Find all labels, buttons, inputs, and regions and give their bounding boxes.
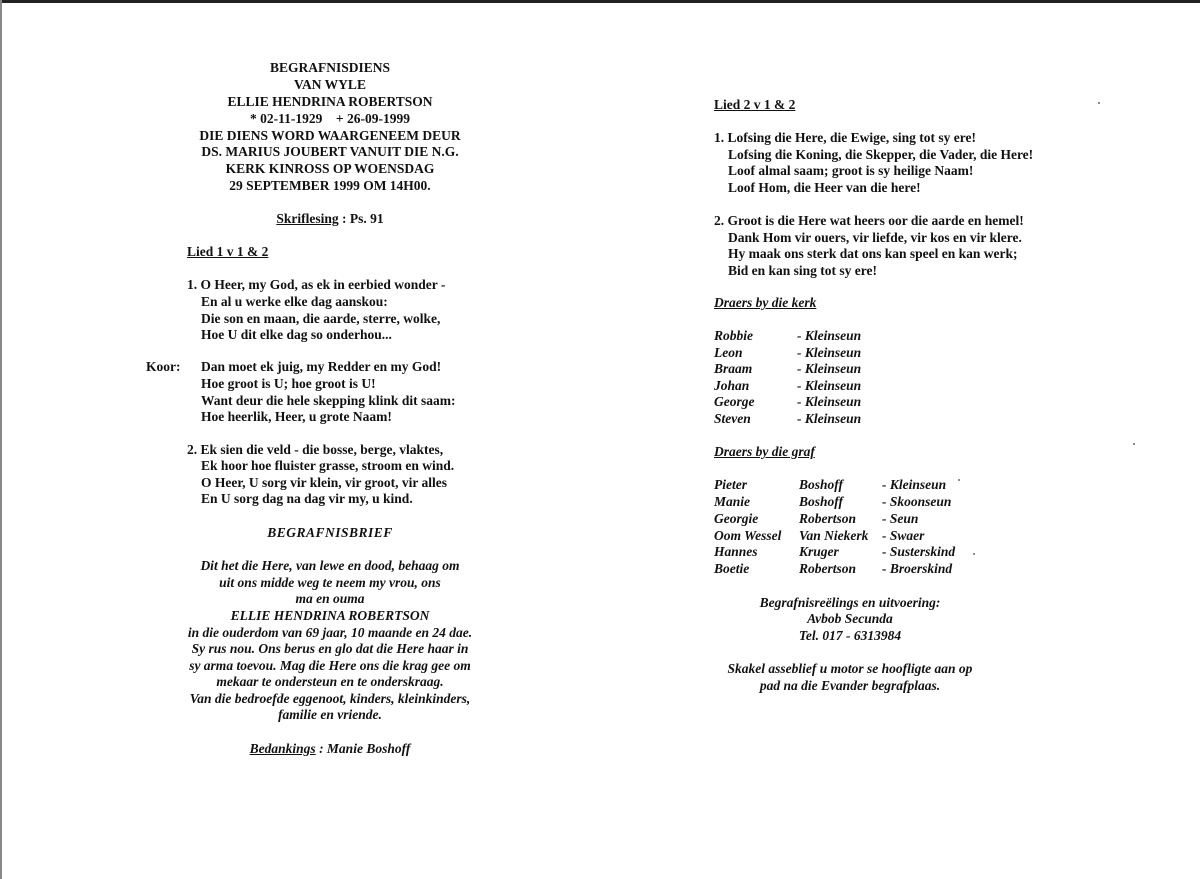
hymn-1-verse-line: 1. O Heer, my God, as ek in eerbied wonder - [187, 277, 446, 292]
hymn-2-verse2-line: Hy maak ons sterk dat ons kan speel en kan werk; [728, 246, 1018, 261]
grave-bearer-role: - Broerskind [882, 561, 953, 576]
bearer-role: - Kleinseun [797, 378, 862, 393]
hymn-2-verse-line: 1. Lofsing die Here, die Ewige, sing tot sy ere! [714, 130, 976, 145]
notice-line: pad na die Evander begrafplaas. [759, 678, 941, 693]
header-line: KERK KINROSS OP WOENSDAG [225, 161, 435, 176]
grave-bearer-last: Van Niekerk [799, 528, 869, 543]
chorus-line: Hoe heerlik, Heer, u grote Naam! [201, 409, 392, 424]
scan-speck [958, 479, 960, 481]
chorus-label: Koor: [146, 359, 181, 374]
grave-bearer-role: - Seun [882, 511, 919, 526]
thanks-label: Bedankings [249, 741, 316, 756]
grave-bearer-role: - Kleinseun [882, 477, 947, 492]
header-line: BEGRAFNISDIENS [269, 60, 391, 75]
header-line: ELLIE HENDRINA ROBERTSON [227, 94, 433, 109]
grave-bearer-first: Pieter [714, 477, 747, 492]
scripture-label: Skriflesing [276, 211, 339, 226]
grave-bearer-first: Oom Wessel [714, 528, 782, 543]
scan-speck [973, 553, 975, 555]
grave-bearer-last: Boshoff [799, 494, 844, 509]
grave-bearer-last: Robertson [799, 511, 857, 526]
letter-line: Dit het die Here, van lewe en dood, behaag om [200, 558, 460, 573]
bearer-name: Steven [714, 411, 751, 426]
bearer-name: Johan [714, 378, 750, 393]
letter-line: mekaar te ondersteun en te onderskraag. [216, 674, 444, 689]
letter-line: Sy rus nou. Ons berus en glo dat die Here haar in [191, 641, 469, 656]
grave-bearer-last: Robertson [799, 561, 857, 576]
chorus-line: Dan moet ek juig, my Redder en my God! [201, 359, 442, 374]
hymn-1-title: Lied 1 v 1 & 2 [187, 244, 269, 259]
bearer-role: - Kleinseun [797, 411, 862, 426]
arrangements-line: Avbob Secunda [807, 611, 893, 626]
bearer-role: - Kleinseun [797, 345, 862, 360]
grave-bearer-role: - Swaer [882, 528, 925, 543]
hymn-1-verse2-line: En U sorg dag na dag vir my, u kind. [201, 491, 413, 506]
letter-line: uit ons midde weg te neem my vrou, ons [219, 575, 441, 590]
hymn-2-verse-line: Loof almal saam; groot is sy heilige Naam! [728, 163, 974, 178]
hymn-1-verse-line: En al u werke elke dag aanskou: [201, 294, 388, 309]
hymn-1-verse-line: Hoe U dit elke dag so onderhou... [201, 327, 392, 342]
hymn-1-verse-line: Die son en maan, die aarde, sterre, wolke, [201, 311, 441, 326]
hymn-1-verse2-line: 2. Ek sien die veld - die bosse, berge, vlaktes, [187, 442, 444, 457]
grave-bearer-role: - Skoonseun [882, 494, 952, 509]
hymn-2-verse2-line: Bid en kan sing tot sy ere! [728, 263, 878, 278]
letter-name: ELLIE HENDRINA ROBERTSON [230, 608, 430, 623]
bearer-role: - Kleinseun [797, 361, 862, 376]
hymn-1-verse2-line: Ek hoor hoe fluister grasse, stroom en wind. [201, 458, 455, 473]
scan-speck [1098, 102, 1100, 104]
bearer-name: Robbie [714, 328, 753, 343]
header-line: DIE DIENS WORD WAARGENEEM DEUR [199, 128, 461, 143]
notice-line: Skakel asseblief u motor se hoofligte aan op [727, 661, 973, 676]
funeral-letter-title: BEGRAFNISBRIEF [267, 525, 393, 540]
grave-bearer-first: Boetie [714, 561, 750, 576]
arrangements-line: Begrafnisreëlings en uitvoering: [759, 595, 941, 610]
scan-top-edge [0, 0, 1200, 3]
chorus-line: Hoe groot is U; hoe groot is U! [201, 376, 376, 391]
hymn-2-verse-line: Lofsing die Koning, die Skepper, die Vader, die Here! [728, 147, 1034, 162]
letter-line: familie en vriende. [278, 707, 382, 722]
letter-line: sy arma toevou. Mag die Here ons die krag gee om [189, 658, 471, 673]
scan-speck [1133, 443, 1135, 445]
thanks [140, 740, 520, 757]
hymn-2-verse2-line: Dank Hom vir ouers, vir liefde, vir kos en vir klere. [728, 230, 1022, 245]
grave-bearer-first: Georgie [714, 511, 759, 526]
grave-bearer-first: Hannes [714, 544, 758, 559]
church-bearers-title: Draers by die kerk [714, 295, 817, 310]
letter-line: ma en ouma [295, 591, 365, 606]
header-dates: * 02-11-1929 + 26-09-1999 [250, 111, 410, 126]
scan-left-edge [0, 0, 2, 879]
grave-bearer-last: Kruger [799, 544, 839, 559]
grave-bearers-title: Draers by die graf [714, 444, 815, 459]
hymn-2-verse2-line: 2. Groot is die Here wat heers oor die aarde en hemel! [714, 213, 1024, 228]
hymn-1-verse2-line: O Heer, U sorg vir klein, vir groot, vir alles [201, 475, 447, 490]
bearer-name: Leon [714, 345, 743, 360]
bearer-name: Braam [714, 361, 753, 376]
bearer-role: - Kleinseun [797, 328, 862, 343]
letter-line: Van die bedroefde eggenoot, kinders, kleinkinders, [189, 691, 471, 706]
grave-bearer-last: Boshoff [799, 477, 844, 492]
arrangements-phone: Tel. 017 - 6313984 [798, 628, 902, 643]
letter-line: in die ouderdom van 69 jaar, 10 maande en 24 dae. [187, 625, 473, 640]
hymn-2-title: Lied 2 v 1 & 2 [714, 97, 796, 112]
grave-bearer-first: Manie [714, 494, 751, 509]
grave-bearer-role: - Susterskind [882, 544, 956, 559]
thanks-value: : Manie Boshoff [319, 741, 411, 756]
scripture-value: : Ps. 91 [342, 211, 384, 226]
chorus-line: Want deur die hele skepping klink dit saam: [201, 393, 456, 408]
hymn-2-verse-line: Loof Hom, die Heer van die here! [728, 180, 921, 195]
bearer-role: - Kleinseun [797, 394, 862, 409]
header-line: DS. MARIUS JOUBERT VANUIT DIE N.G. [201, 144, 459, 159]
header-line: VAN WYLE [294, 77, 366, 92]
scripture-reading [140, 210, 520, 227]
bearer-name: George [714, 394, 755, 409]
header-line: 29 SEPTEMBER 1999 OM 14H00. [229, 178, 431, 193]
